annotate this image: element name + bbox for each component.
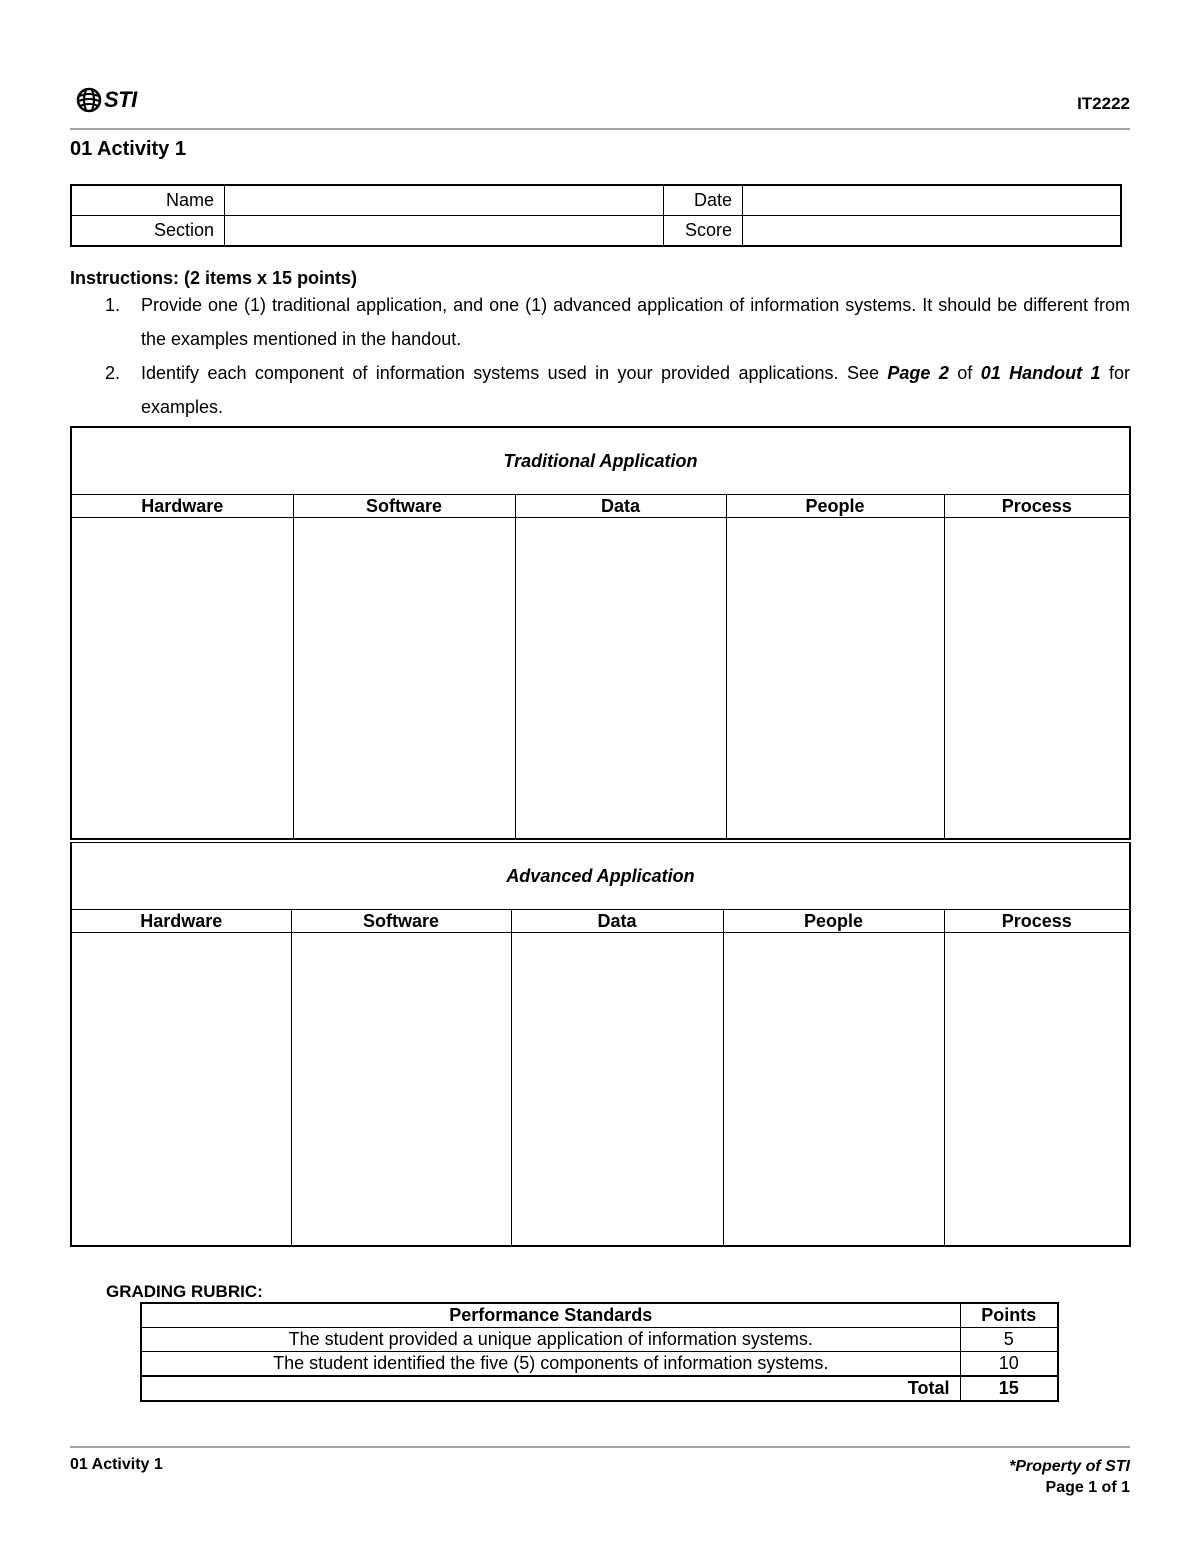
table-row [141, 1328, 1058, 1352]
rubric-standard: The student identified the five (5) components of information systems. [141, 1352, 960, 1377]
advanced-application-table [70, 842, 1131, 1247]
advanced-process-cell[interactable] [944, 933, 1130, 1247]
traditional-hardware-cell[interactable] [71, 518, 293, 840]
advanced-data-cell[interactable] [511, 933, 723, 1247]
advanced-people-cell[interactable] [723, 933, 944, 1247]
name-field[interactable] [225, 185, 664, 216]
footer-right [1009, 1456, 1130, 1498]
instruction-item-2 [70, 356, 1130, 424]
traditional-people-cell[interactable] [726, 518, 944, 840]
rubric-header-points: Points [960, 1303, 1058, 1328]
column-header-software: Software [291, 910, 511, 933]
instructions-list [70, 288, 1130, 424]
section-label: Section [71, 216, 225, 247]
score-label: Score [664, 216, 743, 247]
rubric-points: 5 [960, 1328, 1058, 1352]
traditional-title: Traditional Application [71, 427, 1130, 495]
column-header-data: Data [511, 910, 723, 933]
instruction-text-end: for examples. [141, 363, 1130, 417]
section-field[interactable] [225, 216, 664, 247]
instruction-item-1 [70, 288, 1130, 356]
total-row [141, 1376, 1058, 1401]
date-label: Date [664, 185, 743, 216]
rubric-points: 10 [960, 1352, 1058, 1377]
rubric-standard: The student provided a unique application of information systems. [141, 1328, 960, 1352]
page-title: 01 Activity 1 [70, 138, 186, 160]
page-reference: Page 2 [887, 363, 949, 383]
traditional-process-cell[interactable] [944, 518, 1130, 840]
advanced-software-cell[interactable] [291, 933, 511, 1247]
traditional-application-table [70, 426, 1131, 840]
name-label: Name [71, 185, 225, 216]
date-field[interactable] [743, 185, 1122, 216]
traditional-data-cell[interactable] [515, 518, 726, 840]
total-value: 15 [960, 1376, 1058, 1401]
column-header-people: People [723, 910, 944, 933]
column-header-people: People [726, 495, 944, 518]
handout-reference: 01 Handout 1 [980, 363, 1101, 383]
globe-icon [76, 87, 102, 113]
total-label: Total [141, 1376, 960, 1401]
sti-logo [76, 86, 137, 114]
column-header-software: Software [293, 495, 515, 518]
column-header-process: Process [944, 495, 1130, 518]
header-divider [70, 128, 1130, 130]
column-header-data: Data [515, 495, 726, 518]
advanced-hardware-cell[interactable] [71, 933, 291, 1247]
rubric-heading: GRADING RUBRIC: [106, 1282, 263, 1301]
column-header-hardware: Hardware [71, 495, 293, 518]
footer-divider [70, 1446, 1130, 1448]
instruction-text: Provide one (1) traditional application, and one (1) advanced application of information systems. It should be different from the examples mentioned in the handout. [141, 295, 1130, 349]
instructions-heading: Instructions: (2 items x 15 points) [70, 268, 358, 288]
advanced-title: Advanced Application [71, 843, 1130, 910]
column-header-hardware: Hardware [71, 910, 291, 933]
instruction-text-of: of [948, 363, 981, 383]
logo-text: STI [104, 87, 137, 112]
rubric-header-standards: Performance Standards [141, 1303, 960, 1328]
score-field[interactable] [743, 216, 1122, 247]
footer-doc-title: 01 Activity 1 [70, 1456, 163, 1473]
table-row [141, 1352, 1058, 1377]
instruction-number: 2. [105, 363, 121, 383]
page-number: Page 1 of 1 [1045, 1479, 1130, 1496]
instruction-text: Identify each component of information systems used in your provided applications. See [141, 363, 888, 383]
property-notice: *Property of STI [1009, 1458, 1130, 1475]
course-code: IT2222 [1077, 94, 1130, 113]
instruction-number: 1. [105, 295, 121, 315]
column-header-process: Process [944, 910, 1130, 933]
traditional-software-cell[interactable] [293, 518, 515, 840]
student-info-table [70, 184, 1122, 247]
grading-rubric-table [140, 1302, 1059, 1402]
